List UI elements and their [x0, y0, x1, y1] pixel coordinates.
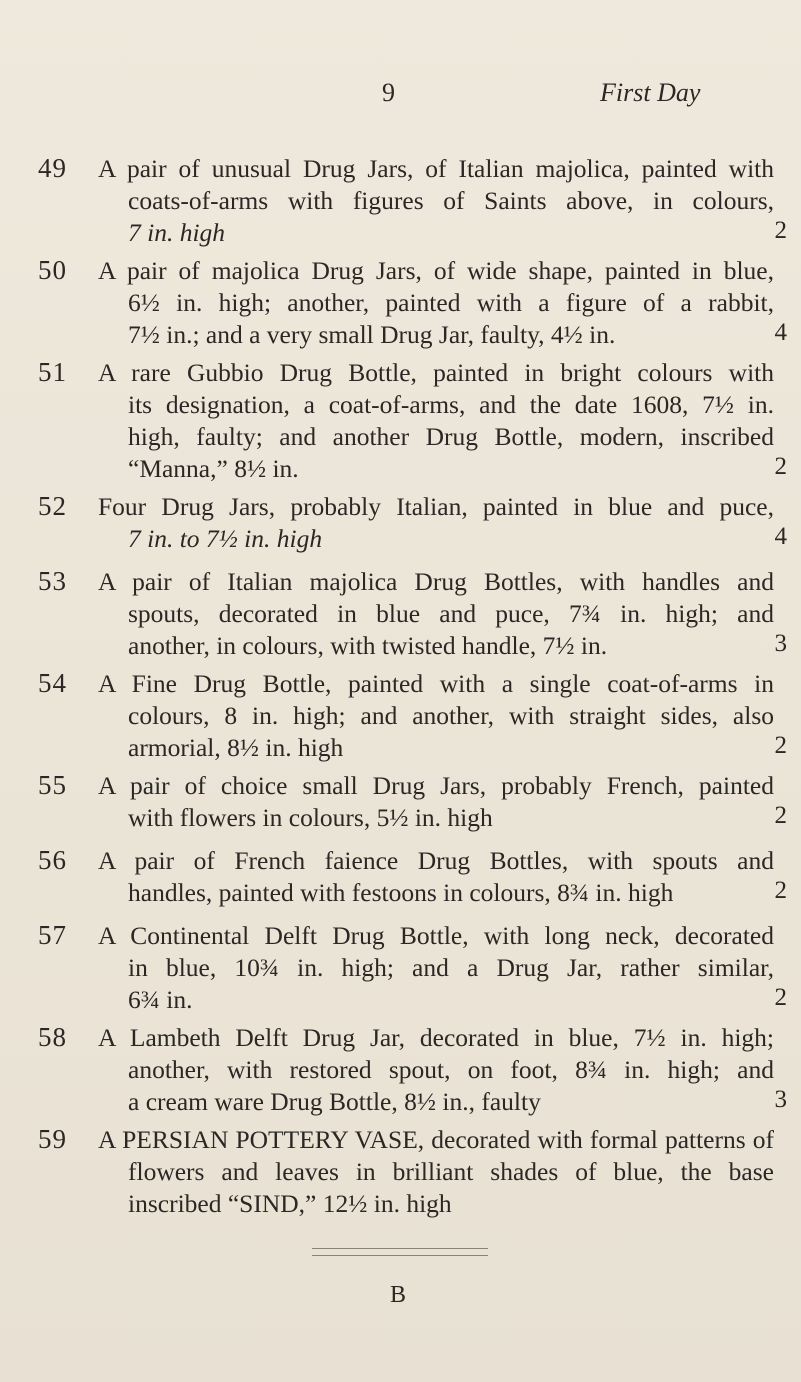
lot-price: 2 — [774, 984, 787, 1011]
lot-price: 4 — [774, 523, 787, 550]
lot-line: a cream ware Drug Bottle, 8½ in., faulty — [128, 1087, 541, 1116]
signature-mark: B — [390, 1282, 407, 1308]
lot-line: 7 in. to 7½ in. high — [128, 524, 323, 553]
lot-line: A Lambeth Delft Drug Jar, decorated in blue, 7½ in. high; — [98, 1023, 774, 1052]
section-rule — [312, 1248, 488, 1256]
lot-line: coats-of-arms with figures of Saints above, in colours, — [128, 186, 774, 215]
lot-line: inscribed “SIND,” 12½ in. high — [128, 1189, 452, 1218]
lot-number: 55 — [38, 770, 67, 800]
lot-description — [98, 153, 774, 249]
lot-description — [98, 255, 774, 351]
lot-price: 2 — [774, 877, 787, 904]
lot-description — [98, 566, 774, 662]
lot-price: 2 — [774, 802, 787, 829]
lot-number: 58 — [38, 1022, 67, 1052]
lot-line: A PERSIAN POTTERY VASE, decorated with formal patterns of — [98, 1125, 774, 1154]
lot-line: A rare Gubbio Drug Bottle, painted in bright colours with — [98, 358, 774, 387]
lot-line: 7½ in.; and a very small Drug Jar, faulty, 4½ in. — [128, 320, 616, 349]
lot-description — [98, 668, 774, 764]
lot-number: 56 — [38, 845, 67, 875]
lot-line: A pair of majolica Drug Jars, of wide shape, painted in blue, — [98, 256, 774, 285]
lot-line: A Continental Delft Drug Bottle, with long neck, decorated — [98, 921, 774, 950]
lot-description — [98, 845, 774, 909]
lot-line: “Manna,” 8½ in. — [128, 454, 299, 483]
lot-line: armorial, 8½ in. high — [128, 733, 344, 762]
page-header — [0, 78, 801, 118]
lot-number: 54 — [38, 668, 67, 698]
lot-line: Four Drug Jars, probably Italian, painted in blue and puce, — [98, 492, 774, 521]
lot-line: with flowers in colours, 5½ in. high — [128, 803, 493, 832]
lot-line: A Fine Drug Bottle, painted with a single coat-of-arms in — [98, 669, 774, 698]
lot-number: 53 — [38, 566, 67, 596]
lot-number: 52 — [38, 491, 67, 521]
lot-line: high, faulty; and another Drug Bottle, modern, inscribed — [128, 422, 774, 451]
lot-price: 3 — [774, 1086, 787, 1113]
lot-description — [98, 491, 774, 555]
lot-line: another, with restored spout, on foot, 8¾ in. high; and — [128, 1055, 774, 1084]
lot-price: 2 — [774, 732, 787, 759]
lot-line: in blue, 10¾ in. high; and a Drug Jar, rather similar, — [128, 953, 774, 982]
lot-number: 51 — [38, 357, 67, 387]
lot-price: 2 — [774, 453, 787, 480]
lot-price: 3 — [774, 630, 787, 657]
lot-line: handles, painted with festoons in colours, 8¾ in. high — [128, 878, 674, 907]
lot-line: spouts, decorated in blue and puce, 7¾ in. high; and — [128, 599, 774, 628]
lot-number: 49 — [38, 153, 67, 183]
lot-description — [98, 1022, 774, 1118]
lot-line: its designation, a coat-of-arms, and the date 1608, 7½ in. — [128, 390, 774, 419]
lot-number: 59 — [38, 1124, 67, 1154]
lot-price: 4 — [774, 319, 787, 346]
lot-description — [98, 770, 774, 834]
lot-line: 7 in. high — [128, 218, 226, 247]
lot-line: flowers and leaves in brilliant shades of blue, the base — [128, 1157, 774, 1186]
lot-line: A pair of unusual Drug Jars, of Italian majolica, painted with — [98, 154, 774, 183]
lot-line: A pair of Italian majolica Drug Bottles, with handles and — [98, 567, 774, 596]
lot-number: 50 — [38, 255, 67, 285]
lot-description — [98, 920, 774, 1016]
lot-number: 57 — [38, 920, 67, 950]
lot-line: 6¾ in. — [128, 985, 193, 1014]
lot-line: 6½ in. high; another, painted with a figure of a rabbit, — [128, 288, 774, 317]
lot-price: 2 — [774, 217, 787, 244]
lot-line: A pair of French faience Drug Bottles, with spouts and — [98, 846, 774, 875]
running-head: First Day — [600, 78, 701, 107]
lot-line: another, in colours, with twisted handle, 7½ in. — [128, 631, 608, 660]
lot-line: A pair of choice small Drug Jars, probably French, painted — [98, 771, 774, 800]
page-number: 9 — [382, 78, 395, 107]
lot-line: colours, 8 in. high; and another, with straight sides, also — [128, 701, 774, 730]
lot-description — [98, 1124, 774, 1220]
lot-description — [98, 357, 774, 485]
